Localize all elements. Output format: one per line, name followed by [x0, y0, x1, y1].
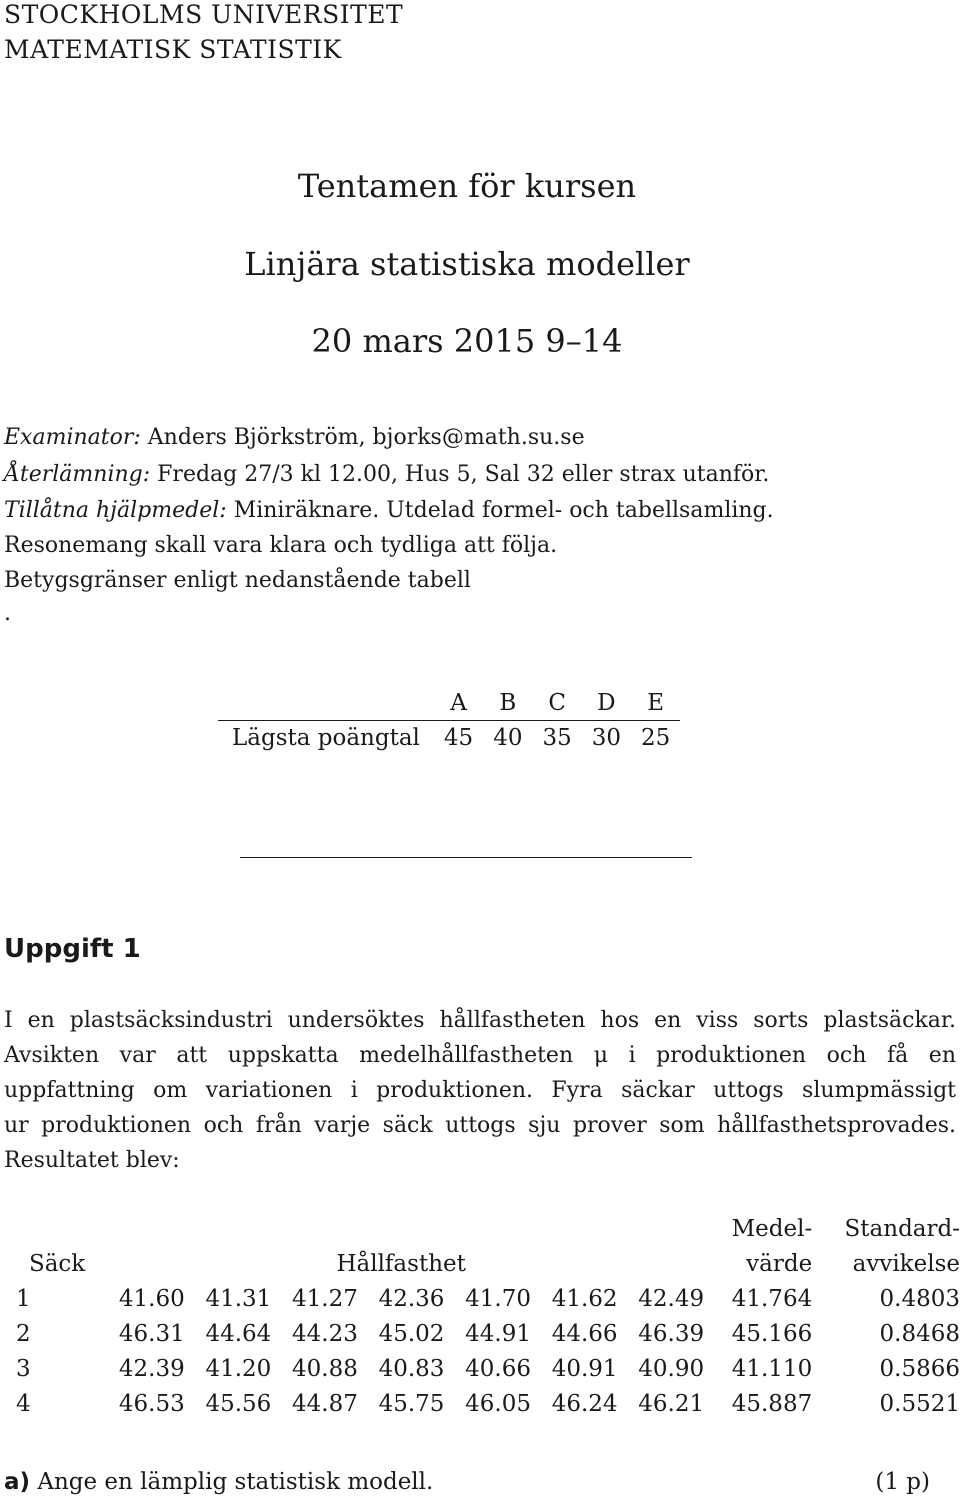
strength-value: 40.90	[638, 1356, 705, 1382]
table-row	[4, 1352, 960, 1387]
strength-value: 46.21	[638, 1391, 705, 1417]
strength-value: 41.70	[465, 1286, 531, 1312]
grade-points-row	[218, 721, 680, 756]
sd-value: 0.8468	[879, 1321, 960, 1347]
part-a	[4, 1471, 433, 1494]
strength-value: 40.83	[378, 1356, 445, 1382]
grade-header-row	[218, 686, 680, 721]
strength-value: 40.91	[551, 1356, 618, 1382]
university-name: STOCKHOLMS UNIVERSITET	[4, 0, 404, 29]
grade-points: 30	[591, 725, 622, 751]
grade-table	[218, 686, 680, 755]
examiner-label: Examinator:	[4, 425, 141, 450]
sack-number: 3	[16, 1356, 31, 1382]
grade-letter: E	[631, 686, 680, 721]
mean-header-1: Medel-	[731, 1216, 813, 1242]
return-line	[4, 464, 769, 486]
sd-value: 0.4803	[879, 1286, 960, 1312]
examiner-line	[4, 427, 585, 449]
strength-value: 45.56	[205, 1391, 272, 1417]
data-table	[4, 1212, 960, 1422]
department-name: MATEMATISK STATISTIK	[4, 35, 342, 64]
grade-letter: C	[532, 686, 581, 721]
problem-text-line: Resultatet blev:	[4, 1148, 180, 1173]
dot: .	[4, 601, 11, 626]
part-a-label: a)	[4, 1469, 31, 1495]
exam-title: Tentamen för kursen	[297, 167, 637, 205]
problem-heading: Uppgift 1	[4, 934, 141, 964]
grade-points: 45	[443, 725, 474, 751]
strength-value: 42.36	[378, 1286, 445, 1312]
strength-value: 46.53	[118, 1391, 185, 1417]
grades-note: Betygsgränser enligt nedanstående tabell	[4, 568, 471, 593]
mean-value: 41.110	[731, 1356, 813, 1382]
examiner-value: Anders Björkström, bjorks@math.su.se	[147, 425, 585, 450]
grade-points: 35	[542, 725, 572, 751]
strength-value: 41.27	[292, 1286, 358, 1312]
sd-value: 0.5521	[879, 1391, 960, 1417]
sd-value: 0.5866	[879, 1356, 960, 1382]
mean-value: 45.166	[731, 1321, 813, 1347]
data-header-row-1	[4, 1212, 960, 1247]
strength-value: 44.66	[551, 1321, 618, 1347]
grade-letter: A	[434, 686, 483, 721]
sd-header-2: avvikelse	[852, 1251, 960, 1277]
aids-line	[4, 500, 774, 522]
strength-value: 41.20	[205, 1356, 272, 1382]
strength-value: 46.05	[465, 1391, 531, 1417]
course-name: Linjära statistiska modeller	[244, 245, 690, 283]
strength-value: 40.66	[465, 1356, 531, 1382]
sd-header-1: Standard-	[844, 1216, 960, 1242]
strength-value: 42.39	[118, 1356, 185, 1382]
mean-value: 41.764	[731, 1286, 813, 1312]
grade-letter: B	[483, 686, 532, 721]
part-a-points: (1 p)	[875, 1469, 930, 1495]
reasoning-line: Resonemang skall vara klara och tydliga att följa.	[4, 533, 558, 558]
table-row	[4, 1317, 960, 1352]
data-header-row-2	[4, 1247, 960, 1282]
sack-number: 1	[16, 1286, 31, 1312]
problem-text-line: uppfattning om variationen i produktionen. Fyra säckar uttogs slumpmässigt	[4, 1078, 956, 1103]
grade-letter: D	[582, 686, 631, 721]
problem-text-line: Avsikten var att uppskatta medelhållfastheten μ i produktionen och få en	[4, 1043, 956, 1068]
separator-rule	[240, 857, 692, 858]
problem-text	[4, 1003, 956, 1178]
strength-value: 41.62	[551, 1286, 618, 1312]
grade-points: 25	[641, 725, 671, 751]
exam-date: 20 mars 2015 9–14	[311, 322, 623, 360]
aids-value: Miniräknare. Utdelad formel- och tabellsamling.	[233, 498, 774, 523]
grade-points: 40	[493, 725, 523, 751]
strength-value: 44.87	[292, 1391, 358, 1417]
strength-value: 46.31	[118, 1321, 185, 1347]
sack-header: Säck	[28, 1251, 86, 1277]
problem-text-line: I en plastsäcksindustri undersöktes hållfastheten hos en viss sorts plastsäckar.	[4, 1008, 956, 1033]
aids-label: Tillåtna hjälpmedel:	[4, 498, 227, 523]
strength-value: 44.23	[292, 1321, 358, 1347]
strength-value: 45.75	[378, 1391, 445, 1417]
grade-header-empty	[218, 686, 434, 721]
strength-value: 41.31	[205, 1286, 272, 1312]
table-row	[4, 1282, 960, 1317]
strength-value: 42.49	[638, 1286, 705, 1312]
strength-value: 46.24	[551, 1391, 618, 1417]
return-label: Återlämning:	[4, 462, 151, 487]
return-value: Fredag 27/3 kl 12.00, Hus 5, Sal 32 eller strax utanför.	[157, 462, 770, 487]
table-row	[4, 1387, 960, 1422]
mean-value: 45.887	[731, 1391, 813, 1417]
mean-header-2: värde	[746, 1251, 813, 1277]
strength-value: 45.02	[378, 1321, 445, 1347]
strength-value: 40.88	[292, 1356, 358, 1382]
strength-value: 44.64	[205, 1321, 272, 1347]
part-a-text: Ange en lämplig statistisk modell.	[37, 1469, 434, 1495]
strength-value: 46.39	[638, 1321, 705, 1347]
sack-number: 2	[16, 1321, 31, 1347]
strength-header: Hållfasthet	[336, 1251, 466, 1277]
strength-value: 44.91	[465, 1321, 531, 1347]
sack-number: 4	[16, 1391, 31, 1417]
strength-value: 41.60	[118, 1286, 185, 1312]
problem-text-line: ur produktionen och från varje säck uttogs sju prover som hållfasthetsprovades.	[4, 1113, 956, 1138]
grade-row-label: Lägsta poängtal	[232, 725, 420, 751]
